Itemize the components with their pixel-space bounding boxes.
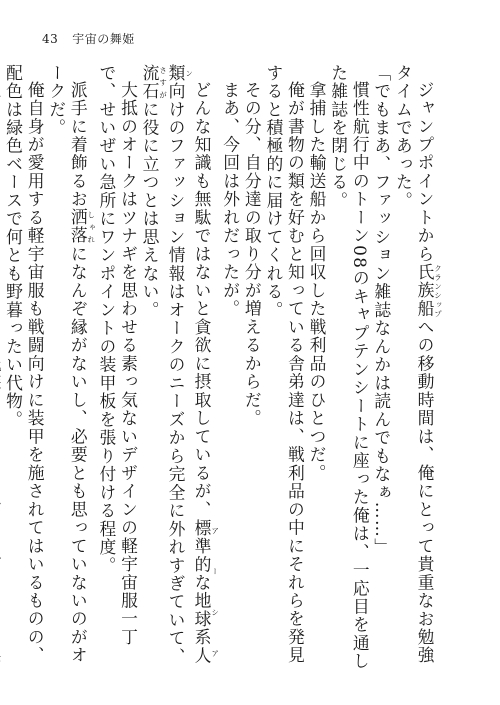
ruby-clanship: 氏族船クランシップ bbox=[415, 263, 443, 318]
ruby-sasuga: 流石さすが bbox=[140, 64, 168, 101]
paragraph-8: どんな知識も無駄ではないと貪欲に摂取しているが、標準的な地球系人類アーシアン向けのファッション情報はオークのニーズから完全に外れすぎていて、流石さすがに役に立つとは思えない。 bbox=[140, 64, 220, 666]
paragraph-3: 慣性航行中のトーン08のキャプテンシートに座った俺は、一応目を通した雑誌を閉じる。 bbox=[328, 64, 371, 671]
vertical-text-block bbox=[3, 64, 443, 674]
paragraph-12 bbox=[0, 64, 2, 674]
paragraph-10: 派手に着飾るお洒落しゃれになんぞ縁がないし、必要とも思っていないのがオークだ。 bbox=[46, 64, 96, 665]
paragraph-6: その分、自分達の取り分が増えるからだ。 bbox=[242, 80, 263, 428]
page-number: 43 bbox=[42, 32, 59, 46]
paragraph-9: 大抵のオークはツナギを思わせる素っ気ないデザインの軽宇宙服一丁で、せいぜい急所にワンポイントの装甲板を張り付ける程度。 bbox=[96, 64, 139, 647]
paragraph-7: まあ、今回は外れだったが。 bbox=[220, 80, 241, 318]
paragraph-2: 「でもまあ、ファッション雑誌なんかは読んでもなぁ……」 bbox=[371, 64, 392, 557]
paragraph-4: 拿捕した輸送船から回収した戦利品のひとつだ。 bbox=[307, 80, 328, 483]
book-title: 宇宙の舞姫 bbox=[72, 32, 135, 46]
ruby-share: 洒落しゃれ bbox=[68, 208, 96, 245]
ruby-earthian: 標準的な地球系人類アーシアン bbox=[166, 64, 220, 665]
paragraph-1: ジャンプポイントから氏族船クランシップへの移動時間は、俺にとって貴重なお勉強タイムであった。 bbox=[393, 64, 443, 665]
paragraph-5: 俺が書物の類を好むと知っている舎弟達は、戦利品の中にそれらを発見すると積極的に届けてくれる。 bbox=[263, 64, 306, 665]
running-head bbox=[42, 30, 135, 47]
paragraph-11: 俺自身が愛用する軽宇宙服も戦闘向けに装甲を施されてはいるものの、配色は緑色ベースで何とも野暮ったい代物。 bbox=[3, 64, 46, 665]
